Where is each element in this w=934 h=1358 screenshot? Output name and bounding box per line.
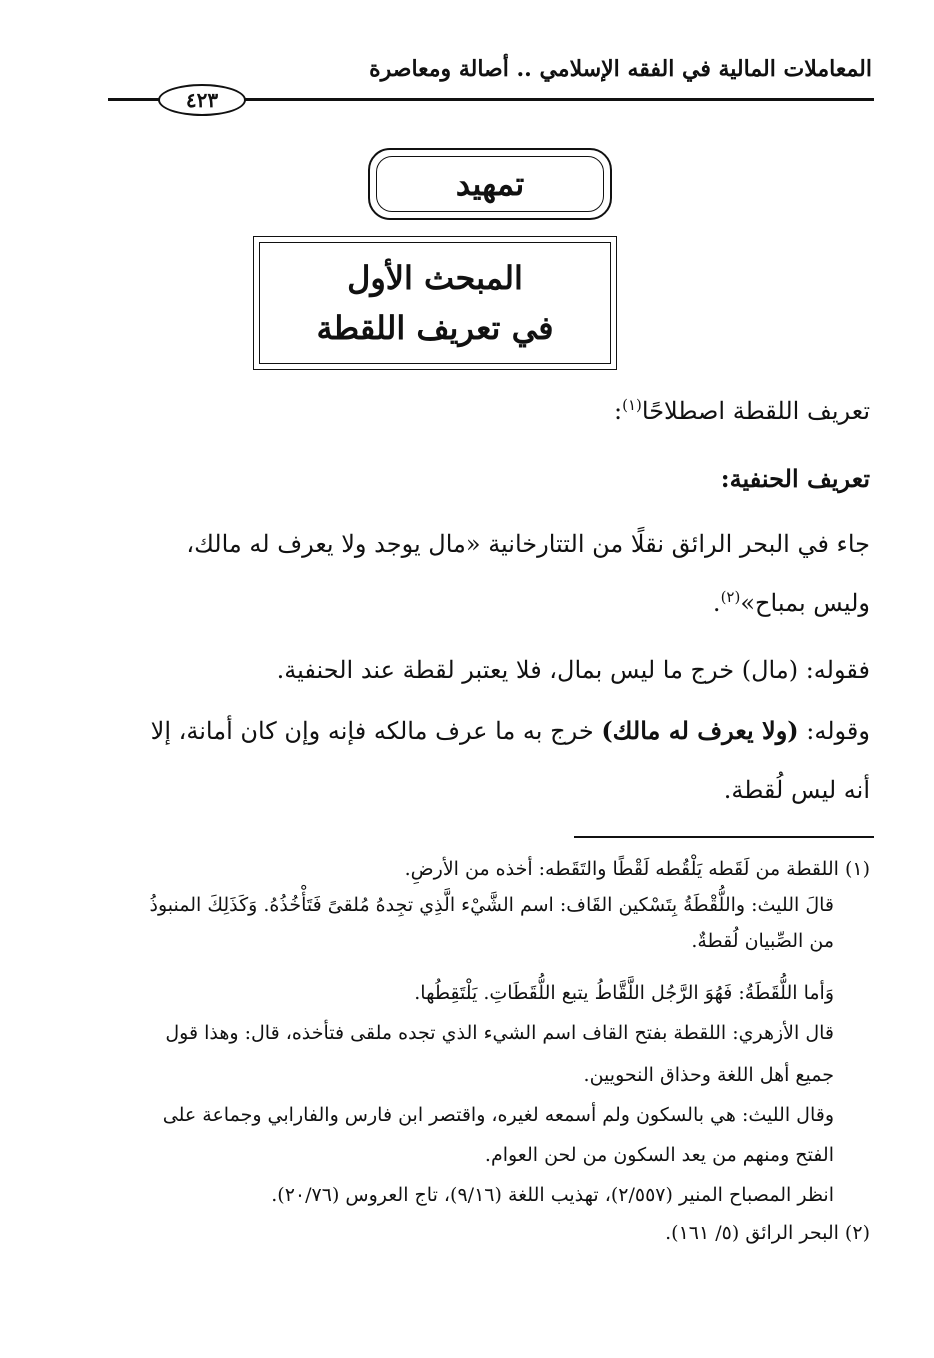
chapter-label: تمهيد [376, 156, 604, 212]
running-header-title: المعاملات المالية في الفقه الإسلامي .. أصالة ومعاصرة [369, 56, 872, 82]
section-title: المبحث الأول [347, 259, 523, 297]
footnote-1-line-6: جميع أهل اللغة وحذاق النحويين. [583, 1064, 834, 1086]
definition-heading-line [614, 396, 870, 425]
paragraph-3-prefix: وقوله: [798, 717, 870, 745]
footnote-1-line-7: وقال الليث: هي بالسكون ولم أسمعه لغيره، واقتصر ابن فارس والفارابي وجماعة على [162, 1104, 834, 1126]
paragraph-1-end: . [712, 589, 721, 617]
section-title-box [253, 236, 617, 370]
footnote-separator [574, 836, 874, 838]
footnote-1-line-2: قالَ الليث: واللُّقْطَةُ بِتَسْكين القَاف: اسم الشَّيْء الَّذِي تجِدهُ مُلقىً فَتَأْخُذُهُ. وَكَذَلِكَ المنبوذُ [149, 894, 834, 916]
footnote-ref-2[interactable]: (٢) [720, 588, 741, 606]
paragraph-3-quote: (ولا يعرف له مالك) [601, 716, 799, 745]
page-number: ٤٢٣ [158, 84, 246, 116]
footnote-2: (٢) البحر الرائق (٥/ ١٦١). [665, 1222, 870, 1244]
chapter-label-box [368, 148, 612, 220]
footnote-1-line-3: من الصِّبيان لُقطةٌ. [691, 930, 834, 952]
paragraph-1-line-1: جاء في البحر الرائق نقلًا من التتارخانية «مال يوجد ولا يعرف له مالك، [186, 530, 870, 558]
footnote-1-line-8: الفتح ومنهم من يعد السكون من لحن العوام. [484, 1144, 834, 1166]
footnote-ref-1[interactable]: (١) [622, 396, 642, 414]
section-title-inner-frame [259, 242, 611, 364]
definition-heading: تعريف اللقطة اصطلاحًا [641, 397, 870, 425]
paragraph-2: فقوله: (مال) خرج ما ليس بمال، فلا يعتبر لقطة عند الحنفية. [276, 656, 870, 684]
paragraph-3-rest: خرج به ما عرف مالكه فإنه وإن كان أمانة، إلا [150, 717, 602, 745]
footnote-1-line-1: (١) اللقطة من لَقَطه يَلْقُطه لَقْطًا والتَقَطه: أخذه من الأرضِ. [404, 858, 870, 880]
paragraph-3-line-1 [151, 716, 870, 745]
hanafi-heading: تعريف الحنفية: [720, 464, 870, 493]
paragraph-1-line-2 [713, 588, 870, 617]
section-subtitle: في تعريف اللقطة [316, 309, 554, 347]
paragraph-3-line-2: أنه ليس لُقطة. [723, 776, 870, 804]
footnote-1-line-5: قال الأزهري: اللقطة بفتح القاف اسم الشيء الذي تجده ملقى فتأخذه، قال: وهذا قول [165, 1022, 834, 1044]
definition-colon: : [614, 397, 623, 425]
paragraph-1-text: وليس بمباح» [740, 589, 870, 617]
footnote-1-line-9: انظر المصباح المنير (٢/٥٥٧)، تهذيب اللغة (٩/١٦)، تاج العروس (٢٠/٧٦). [271, 1184, 834, 1206]
footnote-1-line-4: وَأما اللُّقَطَةُ: فَهُوَ الرَّجُل اللَّقَّاطُ يتبع اللُّقَطَاتِ. يَلْتَقِطُها. [414, 982, 834, 1004]
